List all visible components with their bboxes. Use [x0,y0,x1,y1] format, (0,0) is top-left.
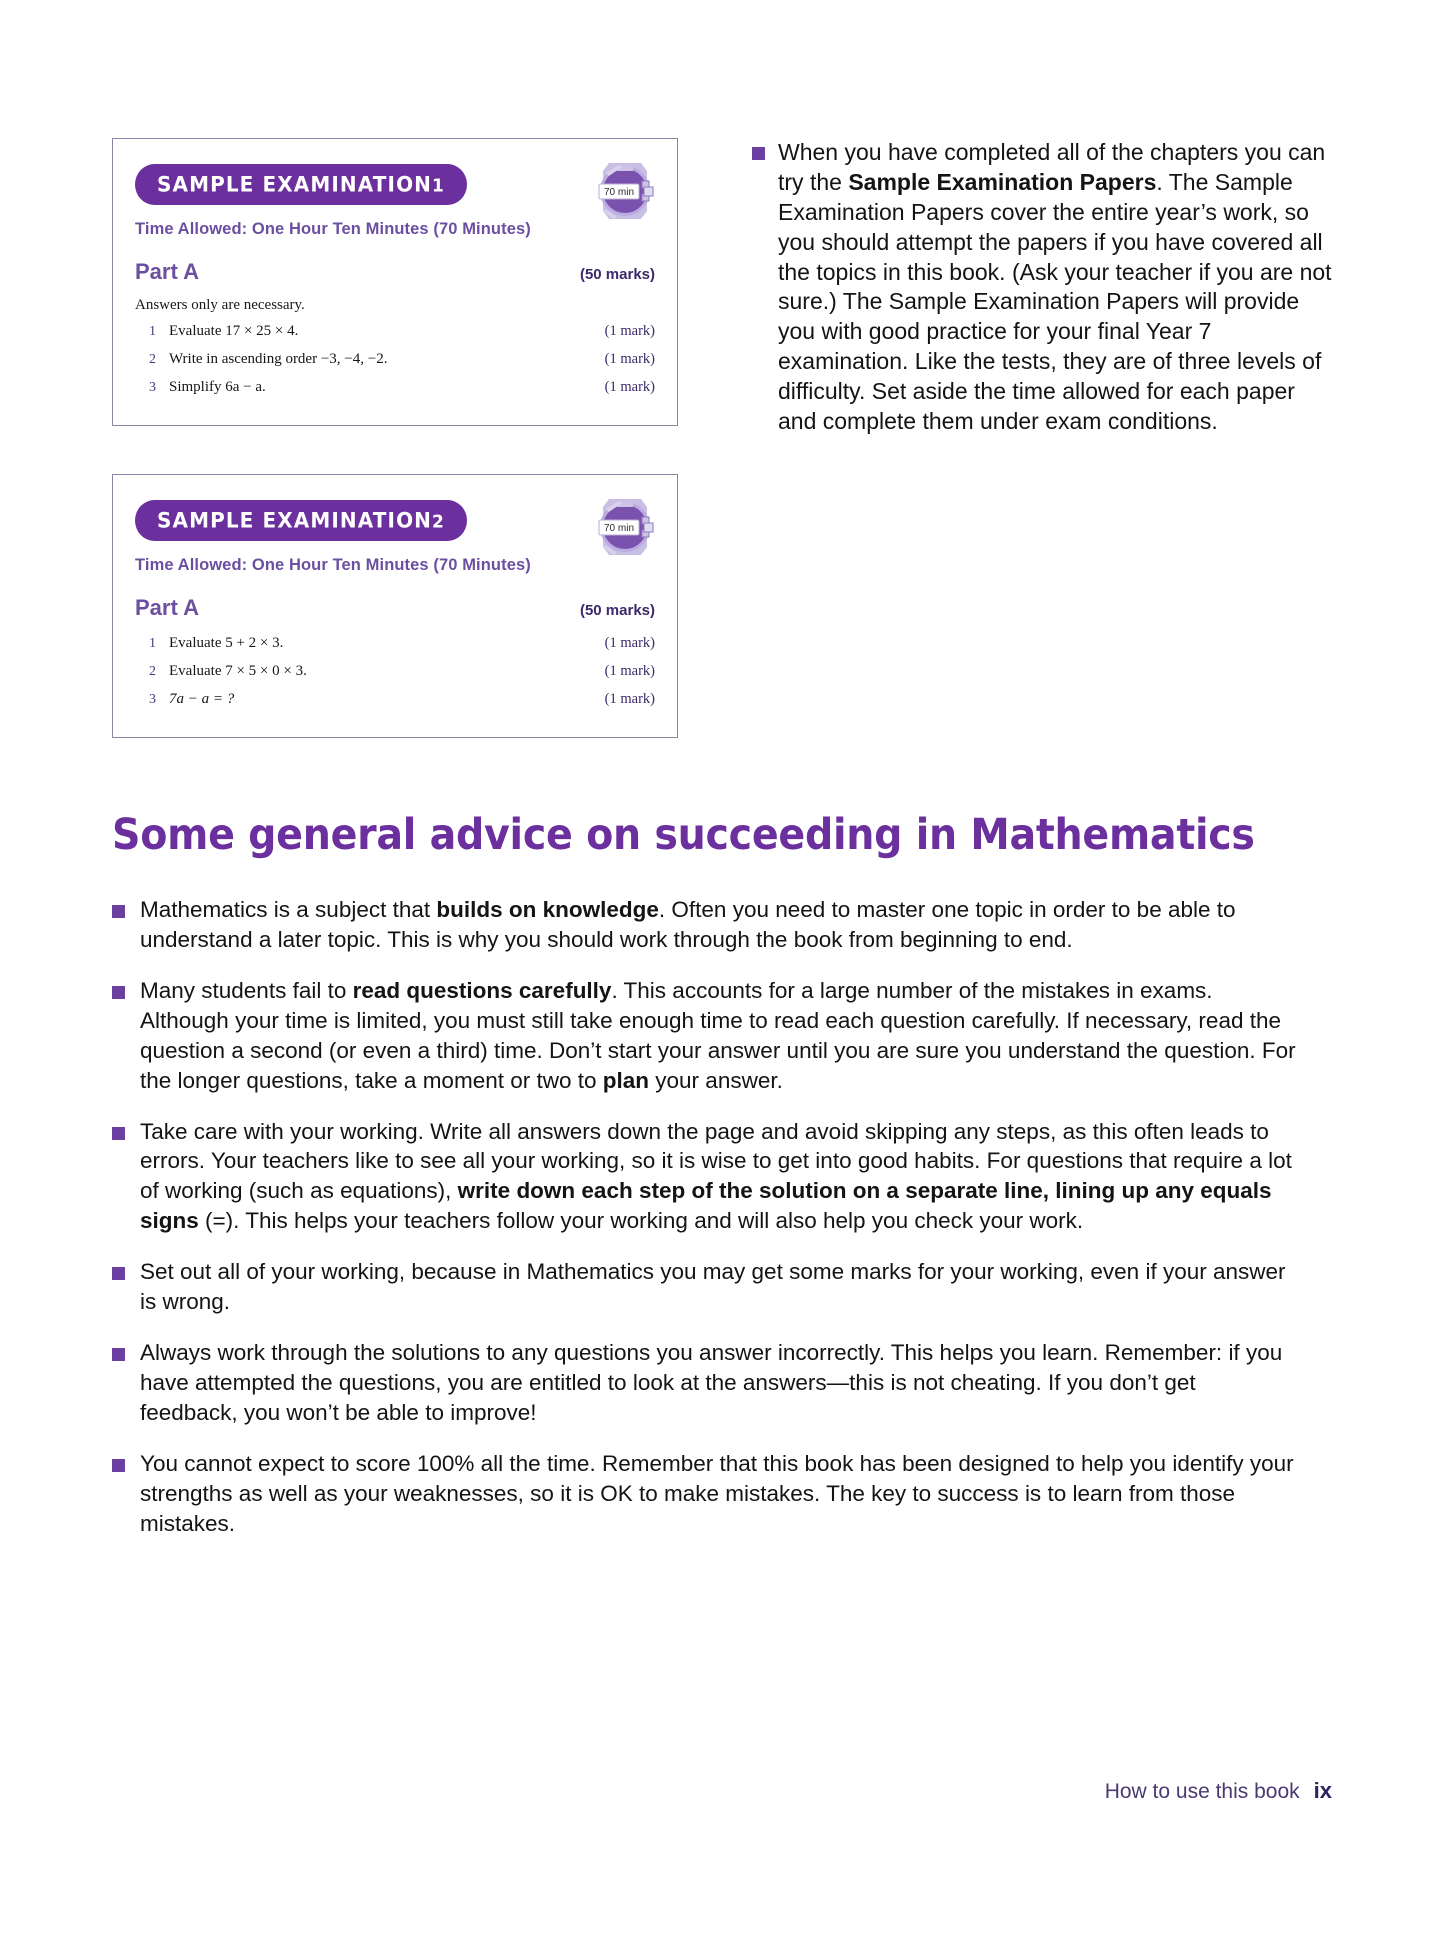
sample-exam-box-1 [112,138,678,426]
footer-label: How to use this book [1104,1780,1300,1803]
advice-part1: Always work through the solutions to any questions you answer incorrectly. This helps you learn. Remember: if you have attempted the questions, you are entitled to look at the answers—this is not cheating. If you don’t get feedback, you won’t be able to improve! [140,1340,1283,1425]
part-marks-2: (50 marks) [579,602,655,619]
side-note-bullet [752,138,1332,437]
question-text: Evaluate 17 × 25 × 4. [169,323,299,339]
advice-bold1: write down each step of the solution on a separate line, lining up any equals signs [140,1178,1272,1234]
question-text: Write in ascending order −3, −4, −2. [169,351,388,367]
exam-tag-label: SAMPLE EXAMINATION [157,507,433,533]
advice-part1: Many students fail to [140,977,353,1003]
question-mark: (1 mark) [604,379,655,395]
advice-part1: Take care with your working. Write all answers down the page and avoid skipping any steps, as this often leads to errors. Your teachers like to see all your working, so it is wise to get into good habits. For questions that require a lot of working (such as equations), [140,1118,1292,1204]
advice-part1: Mathematics is a subject that [140,897,437,922]
exam-tag-2 [135,500,467,541]
bullet-square-icon [112,1348,125,1361]
side-note-part2: . The Sample Examination Papers cover the entire year’s work, so you should attempt the papers if you have covered all the topics in this book. (Ask your teacher if you are not sure.) The Sample Examination Papers will provide you with good practice for your final Year 7 examination. Like the tests, they are of three levels of difficulty. Set aside the time allowed for each paper and complete them under exam conditions. [778,168,1332,435]
advice-item [112,1117,1297,1237]
sample-exam-box-2 [112,474,678,738]
side-note-part1: When you have completed all of the chapters you can try the [778,139,1326,195]
question-text: Simplify 6a − a. [169,379,266,395]
stopwatch-label: 70 min [603,187,635,198]
question-list-1 [135,323,655,396]
advice-part2: . Often you need to master one topic in order to be able to understand a later topic. This is why you should work through the book from beginning to end. [140,897,1236,952]
advice-bold1: builds on knowledge [436,897,659,922]
exam-tag-1 [135,164,467,205]
time-allowed-2: Time Allowed: One Hour Ten Minutes (70 Minutes) [135,556,531,574]
stopwatch-icon [589,155,661,227]
question-mark: (1 mark) [604,663,655,679]
part-marks-1: (50 marks) [579,266,655,283]
question-number: 2 [149,664,156,679]
advice-text [140,1117,1297,1237]
bullet-square-icon [752,147,765,160]
advice-item [112,976,1297,1096]
question-text: 7a − a = ? [169,691,235,707]
question-number: 1 [149,324,156,339]
advice-item [112,1257,1297,1317]
page-footer [1105,1778,1332,1804]
bullet-square-icon [112,1267,125,1280]
question-row [135,379,655,396]
advice-item [112,1338,1297,1428]
page-title: Some general advice on succeeding in Mathematics [112,810,1255,860]
footer-page-number: ix [1313,1778,1332,1803]
question-text: Evaluate 5 + 2 × 3. [169,635,284,651]
advice-part2: . This accounts for a large number of the mistakes in exams. Although your time is limited, you must still take enough time to read each question carefully. If necessary, read the question a second (or even a third) time. Don’t start your answer until you are sure you understand the question. For the longer questions, take a moment or two to [140,977,1296,1093]
part-row-2 [135,595,655,621]
advice-part3: your answer. [649,1067,783,1093]
stopwatch-label: 70 min [603,523,635,534]
question-number: 3 [149,380,156,395]
side-note-bold1: Sample Examination Papers [848,168,1157,195]
advice-part1: You cannot expect to score 100% all the time. Remember that this book has been designed to help you identify your strengths as well as your weaknesses, so it is OK to make mistakes. The key to success is to learn from those mistakes. [140,1450,1294,1536]
side-note-text [778,138,1332,437]
advice-text [140,1338,1297,1428]
advice-text [140,976,1297,1096]
exam-tag-number: 2 [432,511,445,533]
sample-exam-column [112,138,678,738]
time-allowed-1: Time Allowed: One Hour Ten Minutes (70 Minutes) [135,220,531,238]
exam-tag-label: SAMPLE EXAMINATION [157,171,433,197]
advice-text [140,1257,1297,1317]
part-row-1 [135,259,655,285]
question-row [135,323,655,340]
question-number: 1 [149,636,156,651]
question-number: 2 [149,352,156,367]
question-mark: (1 mark) [604,351,655,367]
advice-item [112,1449,1297,1539]
question-number: 3 [149,692,156,707]
advice-text [140,895,1297,955]
bullet-square-icon [112,1127,125,1140]
bullet-square-icon [112,905,125,918]
advice-text [140,1449,1297,1539]
exam-tag-number: 1 [432,175,445,197]
advice-part2: (=). This helps your teachers follow your working and will also help you check your work. [198,1208,1084,1234]
part-title-1: Part A [135,259,199,284]
advice-item [112,895,1297,955]
advice-part1: Set out all of your working, because in Mathematics you may get some marks for your working, even if your answer is wrong. [140,1259,1286,1315]
part-title-2: Part A [135,595,199,620]
question-row [135,635,655,652]
advice-bold2: plan [602,1067,650,1093]
question-row [135,691,655,708]
answers-note-1: Answers only are necessary. [135,297,305,313]
question-mark: (1 mark) [604,635,655,651]
question-list-2 [135,635,655,708]
question-mark: (1 mark) [604,323,655,339]
question-mark: (1 mark) [604,691,655,707]
bullet-square-icon [112,986,125,999]
advice-list [112,895,1297,1560]
question-row [135,351,655,368]
stopwatch-icon [589,491,661,563]
question-row [135,663,655,680]
advice-bold1: read questions carefully [352,977,612,1003]
bullet-square-icon [112,1459,125,1472]
side-note-column [752,138,1332,437]
question-text: Evaluate 7 × 5 × 0 × 3. [169,663,307,679]
